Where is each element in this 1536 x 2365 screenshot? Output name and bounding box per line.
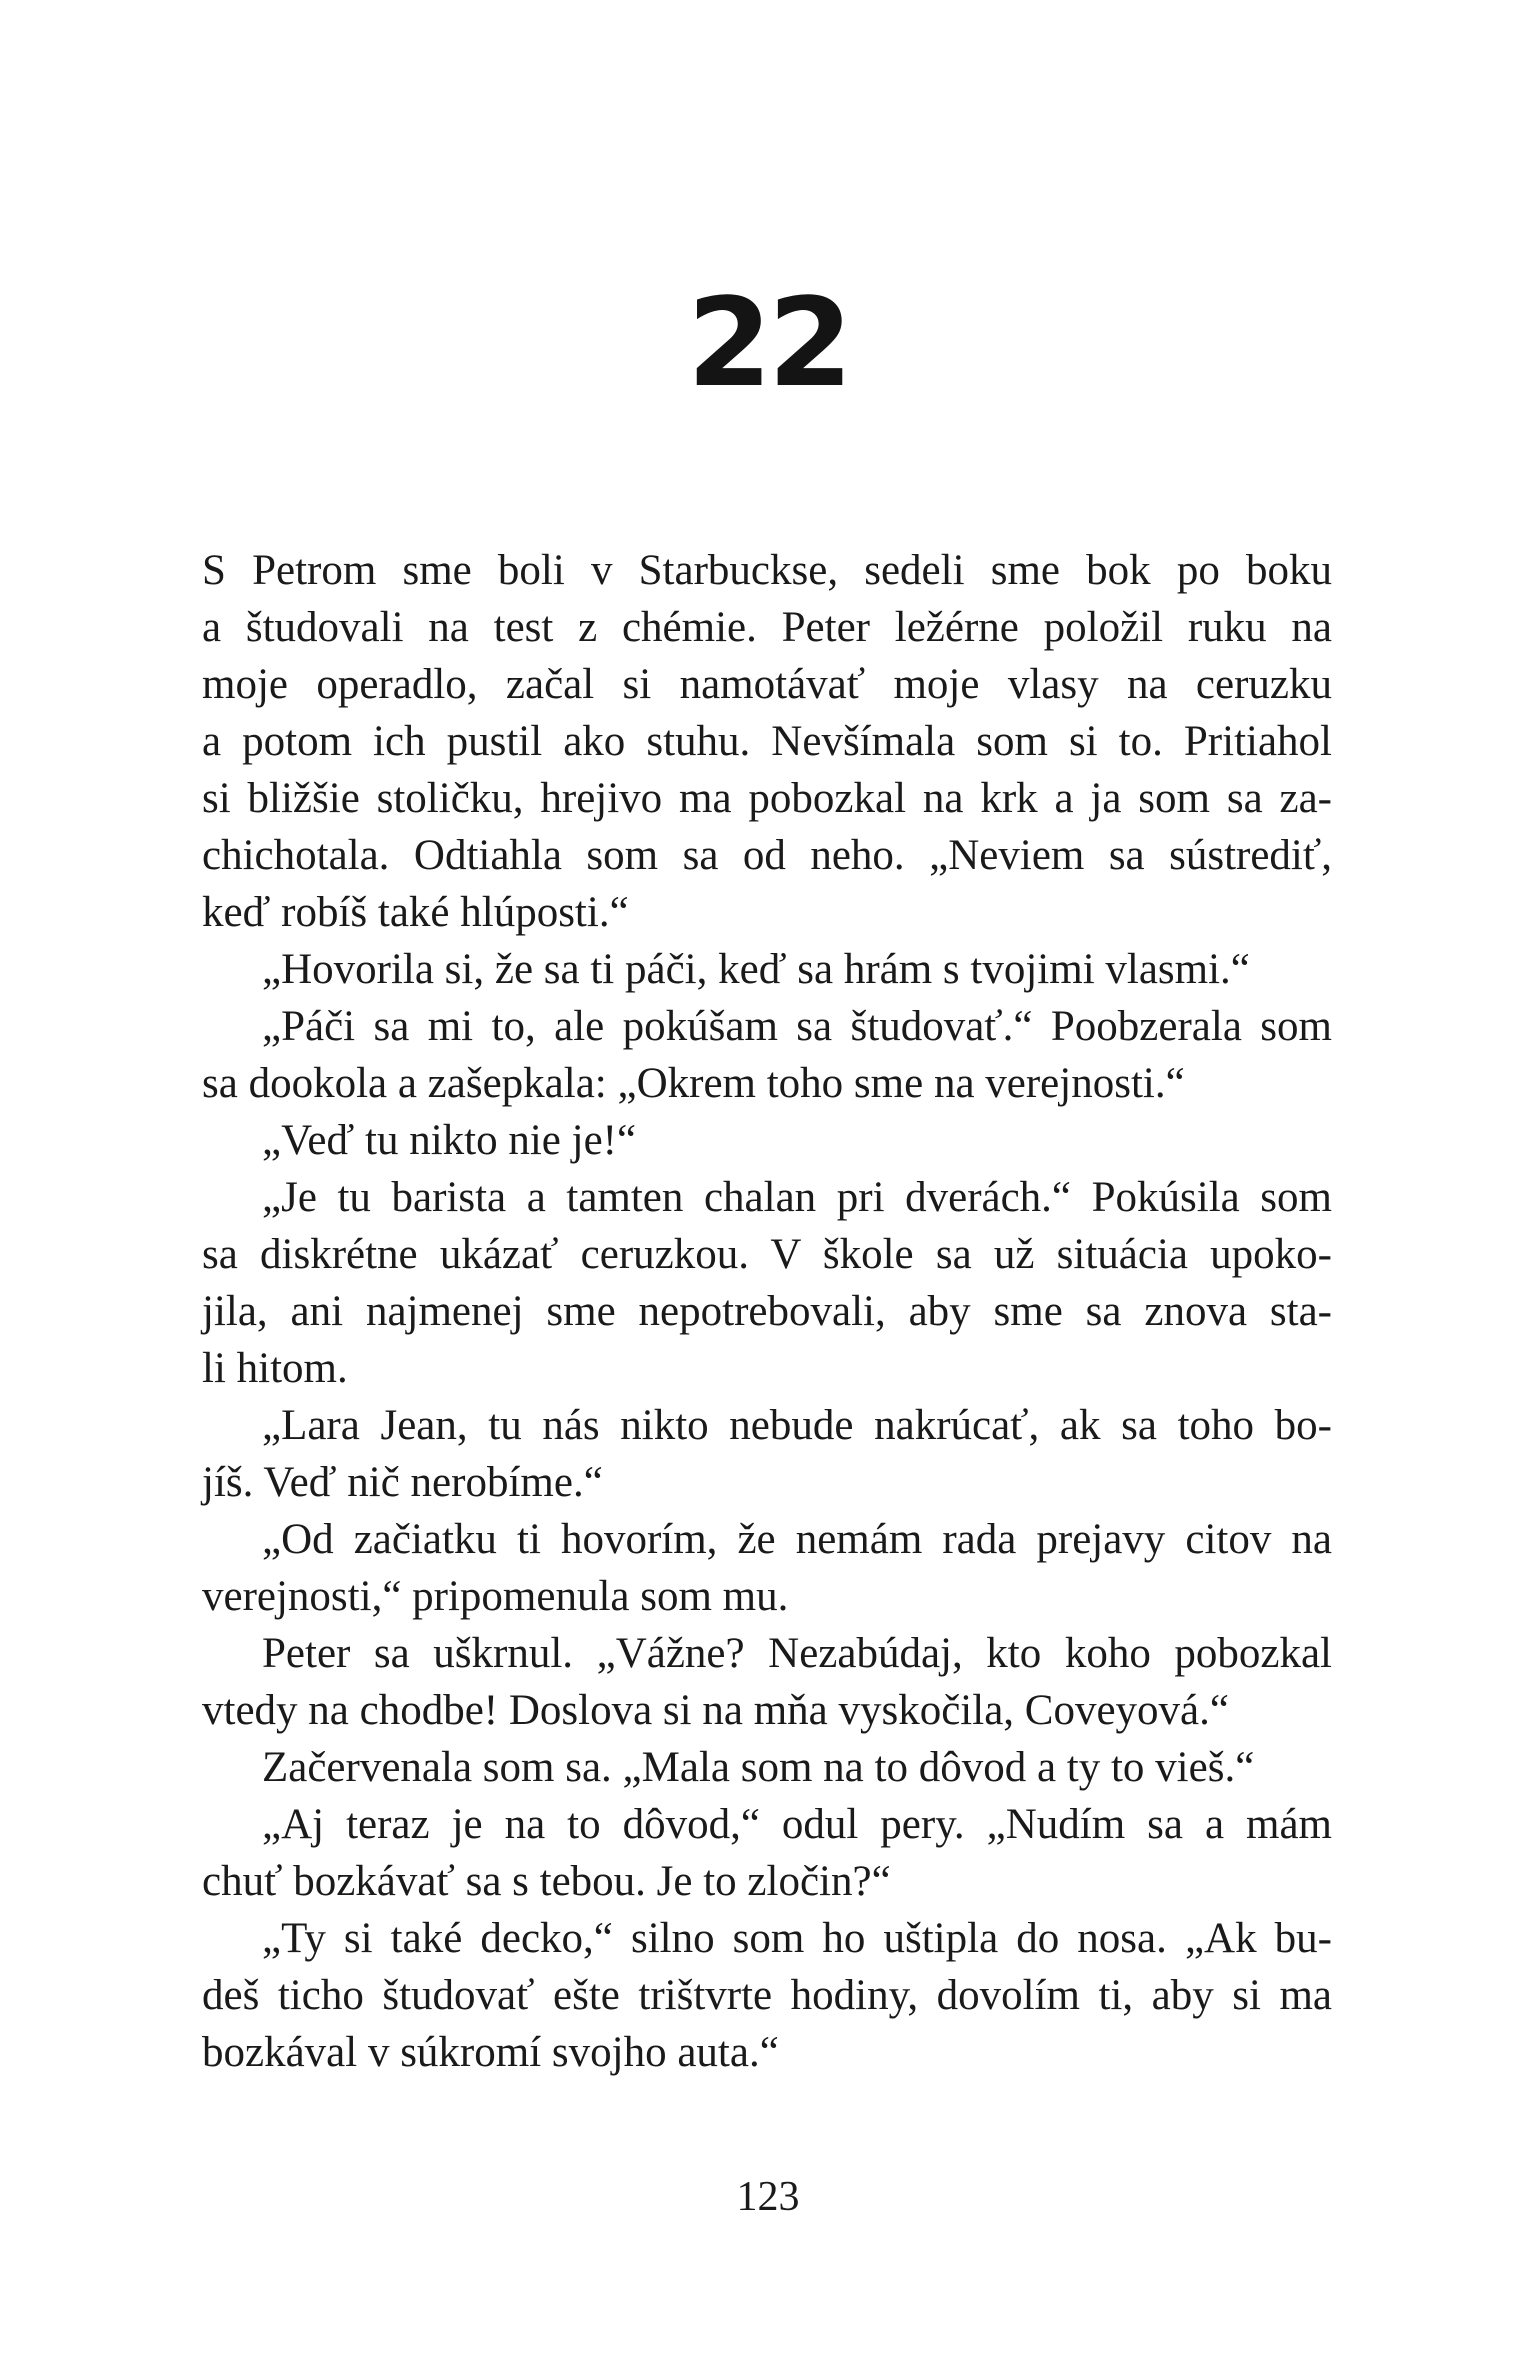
- text-line: vtedy na chodbe! Doslova si na mňa vyskočila, Coveyová.“: [202, 1687, 1229, 1734]
- text-line: deš ticho študovať ešte trištvrte hodiny, dovolím ti, aby si ma: [202, 1972, 1332, 2019]
- text-line: jíš. Veď nič nerobíme.“: [202, 1459, 603, 1506]
- text-line: „Je tu barista a tamten chalan pri dverách.“ Pokúsila som: [262, 1174, 1332, 1221]
- text-line: „Od začiatku ti hovorím, že nemám rada prejavy citov na: [262, 1516, 1332, 1563]
- text-line: verejnosti,“ pripomenula som mu.: [202, 1573, 789, 1620]
- text-line: sa dookola a zašepkala: „Okrem toho sme na verejnosti.“: [202, 1060, 1185, 1107]
- text-line: chichotala. Odtiahla som sa od neho. „Neviem sa sústrediť,: [202, 832, 1332, 879]
- text-line: si bližšie stoličku, hrejivo ma pobozkal na krk a ja som sa za-: [202, 775, 1332, 822]
- text-line: a potom ich pustil ako stuhu. Nevšímala som si to. Pritiahol: [202, 718, 1332, 765]
- chapter-number: 22: [687, 272, 849, 414]
- text-line: a študovali na test z chémie. Peter ležérne položil ruku na: [202, 604, 1332, 651]
- text-line: moje operadlo, začal si namotávať moje vlasy na ceruzku: [202, 661, 1332, 708]
- text-line: sa diskrétne ukázať ceruzkou. V škole sa už situácia upoko-: [202, 1231, 1332, 1278]
- text-line: „Ty si také decko,“ silno som ho uštipla do nosa. „Ak bu-: [262, 1915, 1332, 1962]
- text-line: li hitom.: [202, 1345, 348, 1392]
- text-line: „Páči sa mi to, ale pokúšam sa študovať.“ Poobzerala som: [262, 1003, 1332, 1050]
- text-line: „Veď tu nikto nie je!“: [262, 1117, 637, 1164]
- text-line: jila, ani najmenej sme nepotrebovali, aby sme sa znova sta-: [202, 1288, 1332, 1335]
- text-line: „Hovorila si, že sa ti páči, keď sa hrám s tvojimi vlasmi.“: [262, 946, 1250, 993]
- page-number: 123: [736, 2174, 800, 2220]
- text-line: „Aj teraz je na to dôvod,“ odul pery. „Nudím sa a mám: [262, 1801, 1332, 1848]
- text-line: keď robíš také hlúposti.“: [202, 889, 629, 936]
- text-line: Začervenala som sa. „Mala som na to dôvod a ty to vieš.“: [262, 1744, 1255, 1791]
- text-line: S Petrom sme boli v Starbuckse, sedeli sme bok po boku: [202, 547, 1332, 594]
- text-line: bozkával v súkromí svojho auta.“: [202, 2029, 779, 2076]
- text-line: chuť bozkávať sa s tebou. Je to zločin?“: [202, 1858, 891, 1905]
- text-line: Peter sa uškrnul. „Vážne? Nezabúdaj, kto koho pobozkal: [262, 1630, 1332, 1677]
- text-line: „Lara Jean, tu nás nikto nebude nakrúcať, ak sa toho bo-: [262, 1402, 1332, 1449]
- body-text: [202, 542, 1332, 2081]
